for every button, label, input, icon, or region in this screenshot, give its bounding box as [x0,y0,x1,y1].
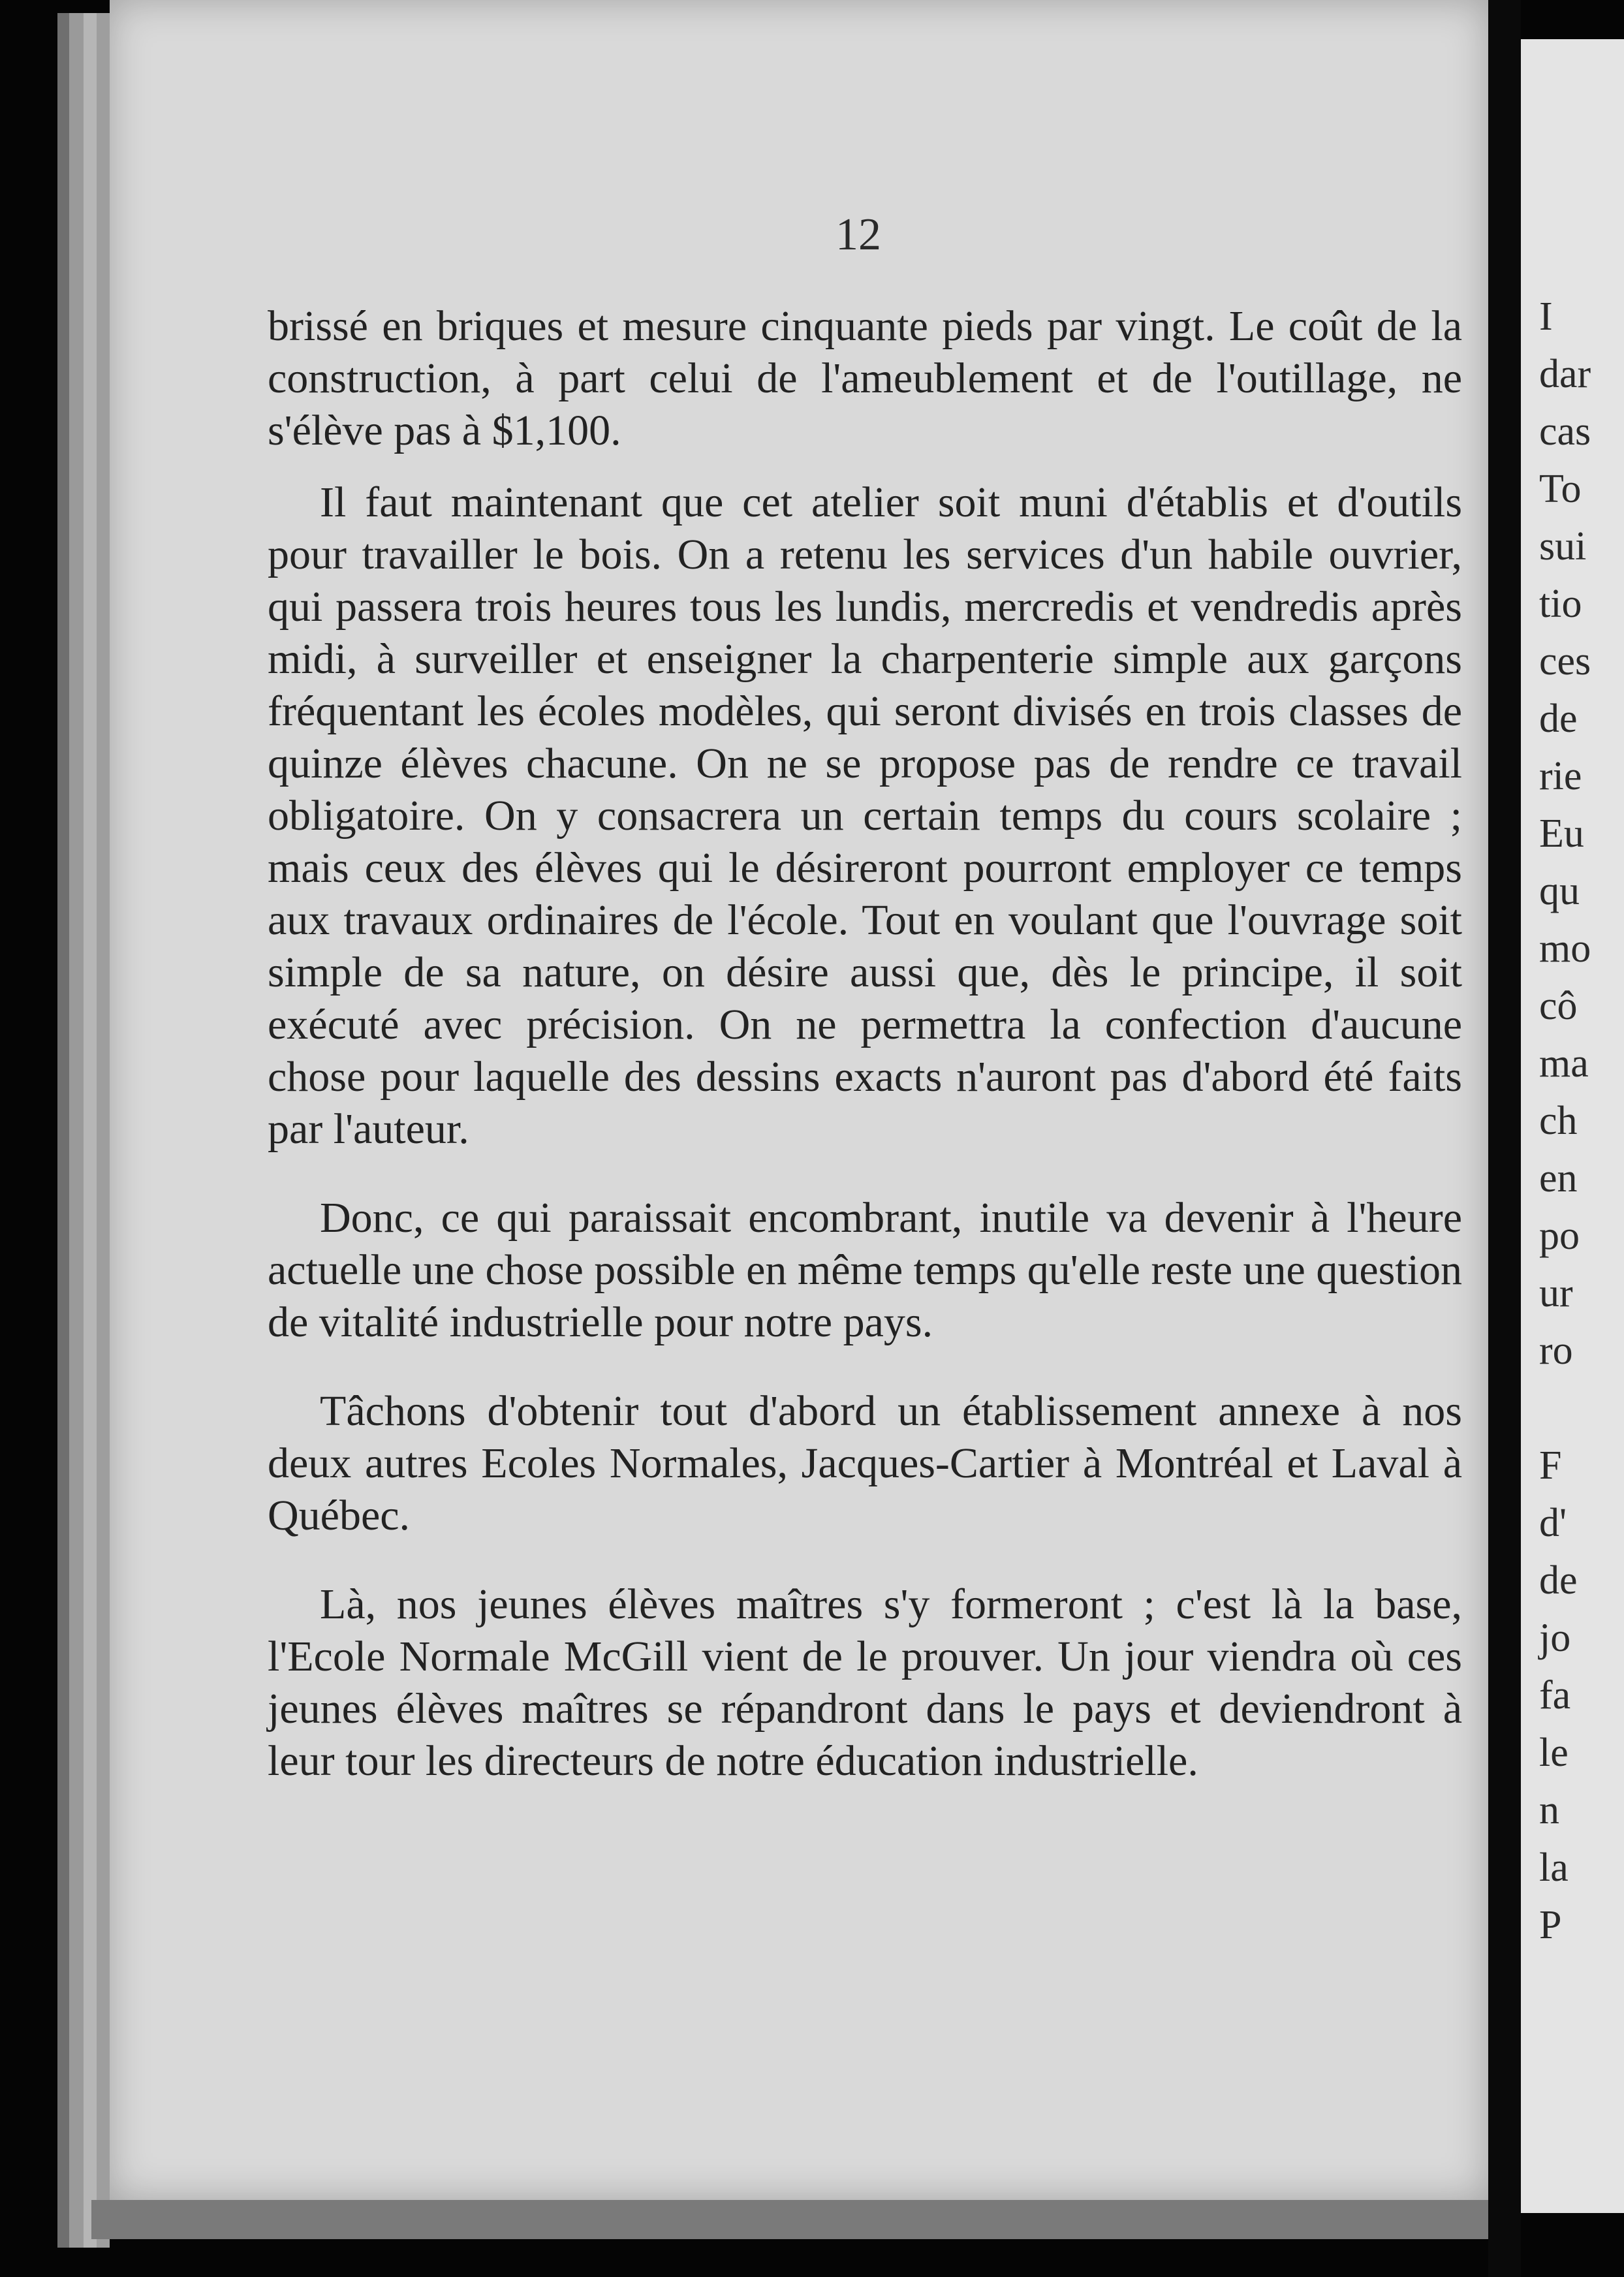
paragraph: Il faut maintenant que cet atelier soit muni d'établis et d'outils pour travailler le bois. On a retenu les services d'un habile ouvrier, qui passera trois heures tous les lundis, mercredis et vendredis après midi, à surveiller et enseigner la charpenterie simple aux garçons fréquentant les écoles modèles, qui seront divisés en trois classes de quinze élèves chacune. On ne se propose pas de rendre ce travail obligatoire. On y consacrera un certain temps du cours scolaire ; mais ceux des élèves qui le désireront pourront employer ce temps aux travaux ordinaires de l'école. Tout en voulant que l'ouvrage soit simple de sa nature, on désire aussi que, dès le principe, il soit exécuté avec précision. On ne permettra la confection d'aucune chose pour laquelle des dessins exacts n'auront pas d'abord été faits par l'auteur. [268,479,1462,1153]
facing-page-fragment: ces [1539,639,1591,683]
facing-page-fragment: fa [1539,1673,1571,1718]
paragraph: Tâchons d'obtenir tout d'abord un établissement annexe à nos deux autres Ecoles Normales, Jacques-Cartier à Montréal et Laval à Québec. [268,1387,1462,1539]
facing-page-fragment: I [1539,294,1553,339]
facing-page [1521,39,1624,2213]
facing-page-fragment: la [1539,1845,1569,1890]
facing-page-fragment: To [1539,467,1582,511]
facing-page-fragment: ro [1539,1328,1573,1373]
facing-page-fragment: ma [1539,1041,1589,1086]
facing-page-fragment: de [1539,697,1578,741]
paragraph: Donc, ce qui paraissait encombrant, inutile va devenir à l'heure actuelle une chose possible en même temps qu'elle reste une question de vitalité industrielle pour notre pays. [268,1194,1462,1346]
facing-page-fragment: rie [1539,754,1582,798]
page-edge [69,13,84,2248]
page-edge [84,13,97,2248]
facing-page-fragment: d' [1539,1501,1567,1545]
paragraph: Là, nos jeunes élèves maîtres s'y formeront ; c'est là la base, l'Ecole Normale McGill vient de le prouver. Un jour viendra où ces jeunes élèves maîtres se répandront dans le pays et deviendront à leur tour les directeurs de notre éducation industrielle. [268,1580,1462,1785]
facing-page-fragment: qu [1539,869,1580,913]
facing-page-fragment: P [1539,1903,1562,1947]
facing-page-fragment: Eu [1539,811,1584,856]
facing-page-fragment: F [1539,1443,1562,1488]
page-number: 12 [835,210,881,260]
page-body [268,209,1462,1787]
facing-page-fragment: jo [1539,1616,1571,1660]
facing-page-fragment: le [1539,1731,1569,1775]
facing-page-fragment: mo [1539,926,1591,971]
facing-page-fragment: cô [1539,984,1578,1028]
facing-page-fragment: dar [1539,352,1591,396]
facing-page-fragment: ur [1539,1271,1573,1315]
page-edge [57,13,69,2248]
facing-page-fragment: tio [1539,582,1582,626]
paragraph-continuation: brissé en briques et mesure cinquante pieds par vingt. Le coût de la construction, à part celui de l'ameublement et de l'outillage, ne s'élève pas à $1,100. [268,302,1462,454]
page-stack-shadow [91,2200,1495,2239]
facing-page-fragment: cas [1539,409,1591,454]
facing-page-fragment: n [1539,1788,1559,1832]
book-gutter [1488,0,1521,2277]
page-edge [97,13,110,2248]
facing-page-fragment: ch [1539,1099,1578,1143]
facing-page-fragment: sui [1539,524,1587,569]
facing-page-fragment: de [1539,1558,1578,1603]
facing-page-fragment: po [1539,1214,1580,1258]
facing-page-fragment: en [1539,1156,1578,1201]
